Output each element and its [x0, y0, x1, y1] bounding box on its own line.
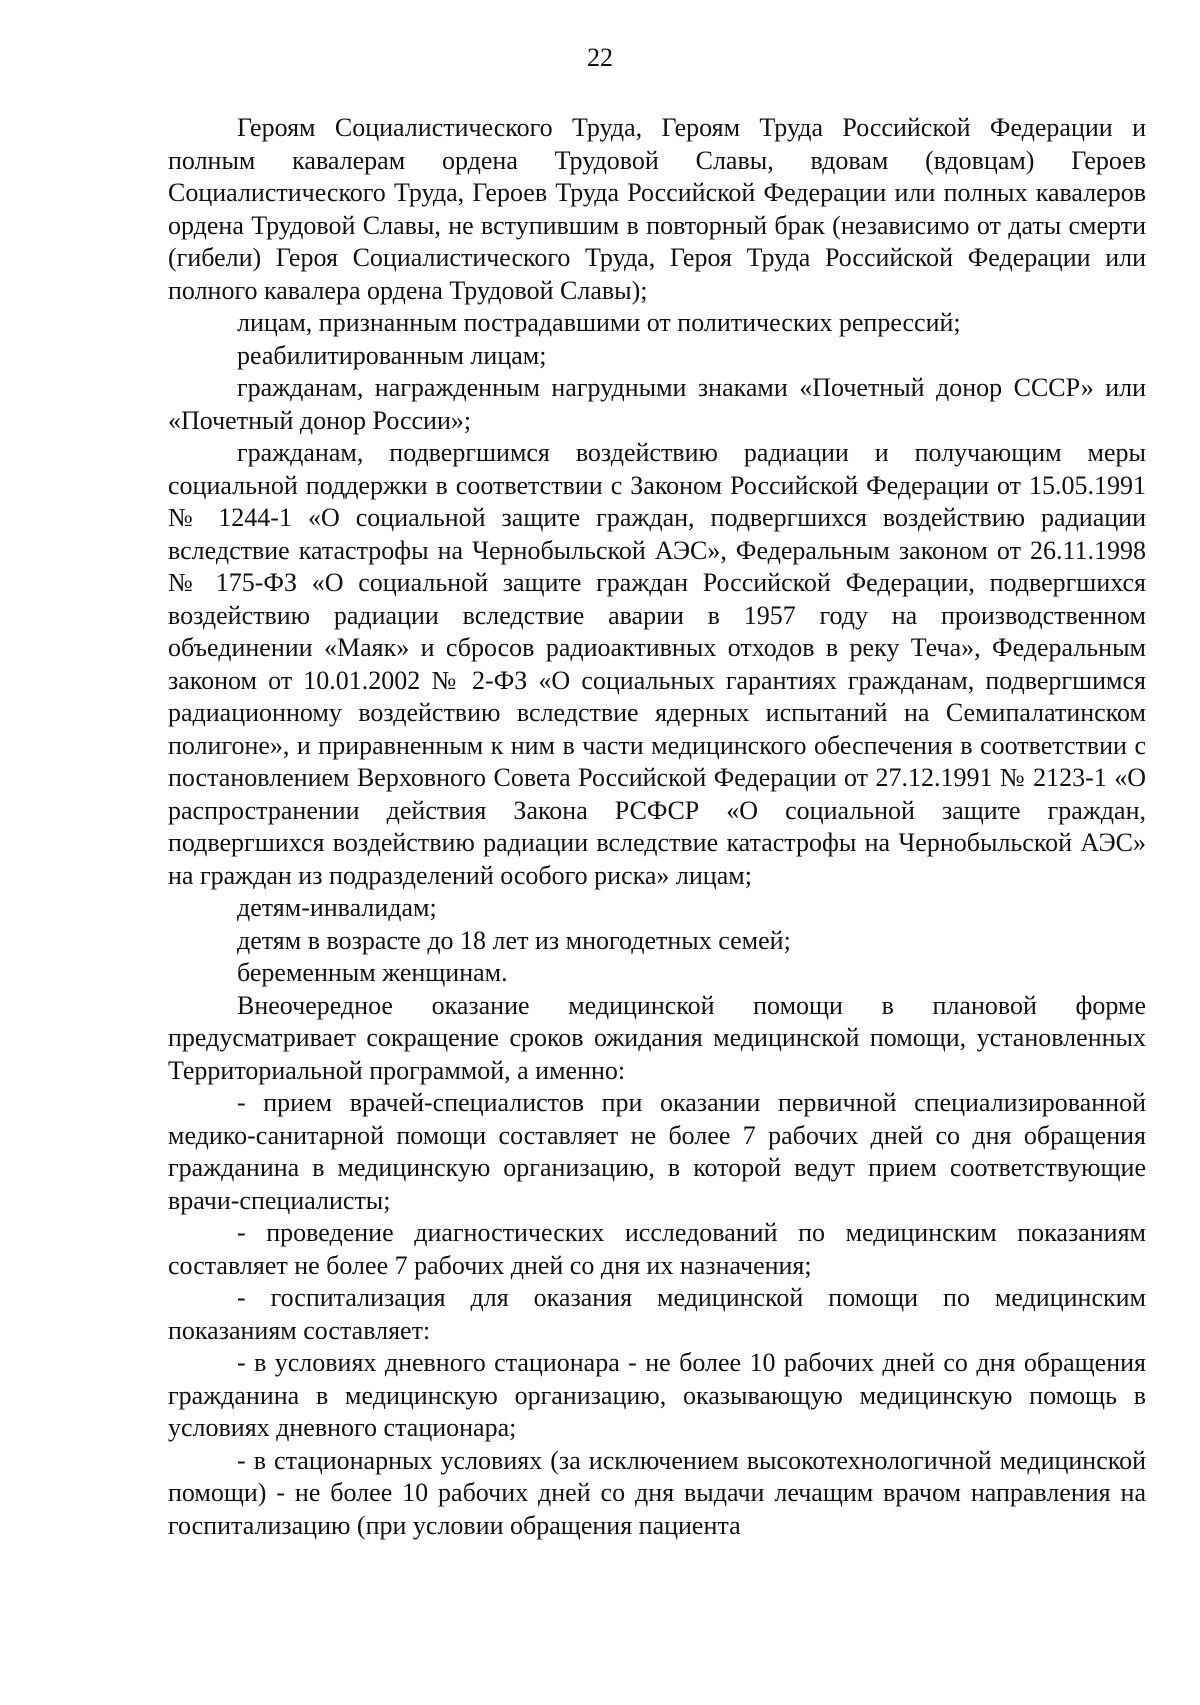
paragraph-hospitalization: - госпитализация для оказания медицинской помощи по медицинским показаниям составляет:	[168, 1283, 1146, 1345]
paragraph-diagnostics: - проведение диагностических исследований по медицинским показаниям составляет не более 7 рабочих дней со дня их назначения;	[168, 1218, 1146, 1280]
document-body	[168, 112, 1146, 1542]
paragraph-radiation: гражданам, подвергшимся воздействию радиации и получающим меры социальной поддержки в соответствии с Законом Российской Федерации от 15.05.1991 № 1244-1 «О социальной защите граждан, подвергшихся воздействию радиации вследствие катастрофы на Чернобыльской АЭС», Федеральным законом от 26.11.1998 № 175-ФЗ «О социальной защите граждан Российской Федерации, подвергшихся воздействию радиации вследствие аварии в 1957 году на производственном объединении «Маяк» и сбросов радиоактивных отходов в реку Теча», Федеральным законом от 10.01.2002 № 2-ФЗ «О социальных гарантиях гражданам, подвергшимся радиационному воздействию вследствие ядерных испытаний на Семипалатинском полигоне», и приравненным к ним в части медицинского обеспечения в соответствии с постановлением Верховного Совета Российской Федерации от 27.12.1991 № 2123-1 «О распространении действия Закона РСФСР «О социальной защите граждан, подвергшихся воздействию радиации вследствие катастрофы на Чернобыльской АЭС» на граждан из подразделений особого риска» лицам;	[168, 438, 1146, 890]
paragraph-inpatient: - в стационарных условиях (за исключением высокотехнологичной медицинской помощи) - не более 10 рабочих дней со дня выдачи лечащим врачом направления на госпитализацию (при условии обращения пациента	[168, 1445, 1146, 1540]
paragraph-heroes: Героям Социалистического Труда, Героям Труда Российской Федерации и полным кавалерам ордена Трудовой Славы, вдовам (вдовцам) Героев Социалистического Труда, Героев Труда Российской Федерации или полных кавалеров ордена Трудовой Славы, не вступившим в повторный брак (независимо от даты смерти (гибели) Героя Социалистического Труда, Героя Труда Российской Федерации или полного кавалера ордена Трудовой Славы);	[168, 113, 1146, 305]
paragraph-large-families: детям в возрасте до 18 лет из многодетных семей;	[237, 925, 791, 955]
paragraph-political-repressions: лицам, признанным пострадавшими от политических репрессий;	[237, 308, 961, 337]
paragraph-specialist-appointment: - прием врачей-специалистов при оказании первичной специализированной медико-санитарной помощи составляет не более 7 рабочих дней со дня обращения гражданина в медицинскую организацию, в которой ведут прием соответствующие врачи-специалисты;	[168, 1088, 1146, 1215]
paragraph-rehabilitated: реабилитированным лицам;	[237, 340, 547, 370]
paragraph-priority-care: Внеочередное оказание медицинской помощи в плановой форме предусматривает сокращение сроков ожидания медицинской помощи, установленных Территориальной программой, а именно:	[168, 990, 1146, 1085]
page-number: 22	[587, 43, 613, 72]
paragraph-honorary-donor: гражданам, награжденным нагрудными знаками «Почетный донор СССР» или «Почетный донор России»;	[168, 373, 1146, 435]
paragraph-disabled-children: детям-инвалидам;	[237, 893, 437, 922]
paragraph-pregnant-women: беременным женщинам.	[237, 958, 508, 987]
paragraph-day-hospital: - в условиях дневного стационара - не более 10 рабочих дней со дня обращения гражданина в медицинскую организацию, оказывающую медицинскую помощь в условиях дневного стационара;	[168, 1348, 1146, 1442]
